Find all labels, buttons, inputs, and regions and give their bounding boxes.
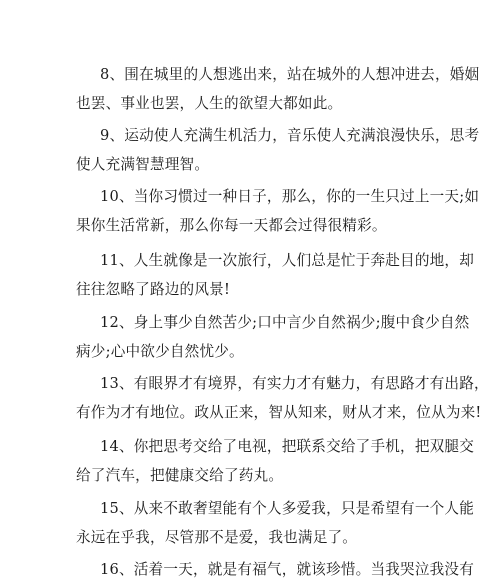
paragraph-line: 12、身上事少自然苦少;口中言少自然祸少;腹中食少自然: [100, 314, 470, 331]
paragraph-8: [76, 60, 480, 118]
paragraph-line: 11、人生就像是一次旅行，人们总是忙于奔赴目的地，却: [100, 252, 475, 269]
paragraph-14: [76, 432, 475, 490]
paragraph-line: 15、从来不敢奢望能有个人多爱我，只是希望有一个人能: [100, 500, 475, 517]
paragraph-line: 10、当你习惯过一种日子，那么，你的一生只过上一天;如: [100, 188, 480, 205]
paragraph-line: 9、运动使人充满生机活力，音乐使人充满浪漫快乐，思考: [100, 127, 480, 144]
paragraph-line: 也罢、事业也罢，人生的欲望大都如此。: [76, 95, 343, 112]
paragraph-11: [76, 246, 475, 304]
paragraph-line: 果你生活常新，那么你每一天都会过得很精彩。: [76, 217, 387, 234]
paragraph-line: 有作为才有地位。政从正来，智从知来，财从才来，位从为来!: [76, 404, 482, 421]
paragraph-line: 给了汽车，把健康交给了药丸。: [76, 467, 284, 484]
paragraph-15: [76, 494, 475, 552]
paragraph-line: 病少;心中欲少自然忧少。: [76, 343, 244, 360]
paragraph-16: [76, 555, 475, 584]
paragraph-line: 16、活着一天，就是有福气，就该珍惜。当我哭泣我没有: [100, 561, 475, 578]
paragraph-9: [76, 121, 480, 179]
paragraph-10: [76, 182, 480, 240]
paragraph-line: 14、你把思考交给了电视，把联系交给了手机，把双腿交: [100, 438, 475, 455]
paragraph-line: 往往忽略了路边的风景!: [76, 281, 231, 298]
paragraph-12: [76, 308, 470, 366]
paragraph-line: 永远在乎我，尽管那不是爱，我也满足了。: [76, 529, 358, 546]
paragraph-13: [76, 369, 489, 427]
paragraph-line: 8、围在城里的人想逃出来，站在城外的人想冲进去，婚姻: [100, 66, 480, 83]
paragraph-line: 使人充满智慧理智。: [76, 156, 210, 173]
paragraph-line: 13、有眼界才有境界，有实力才有魅力，有思路才有出路，: [100, 375, 489, 392]
